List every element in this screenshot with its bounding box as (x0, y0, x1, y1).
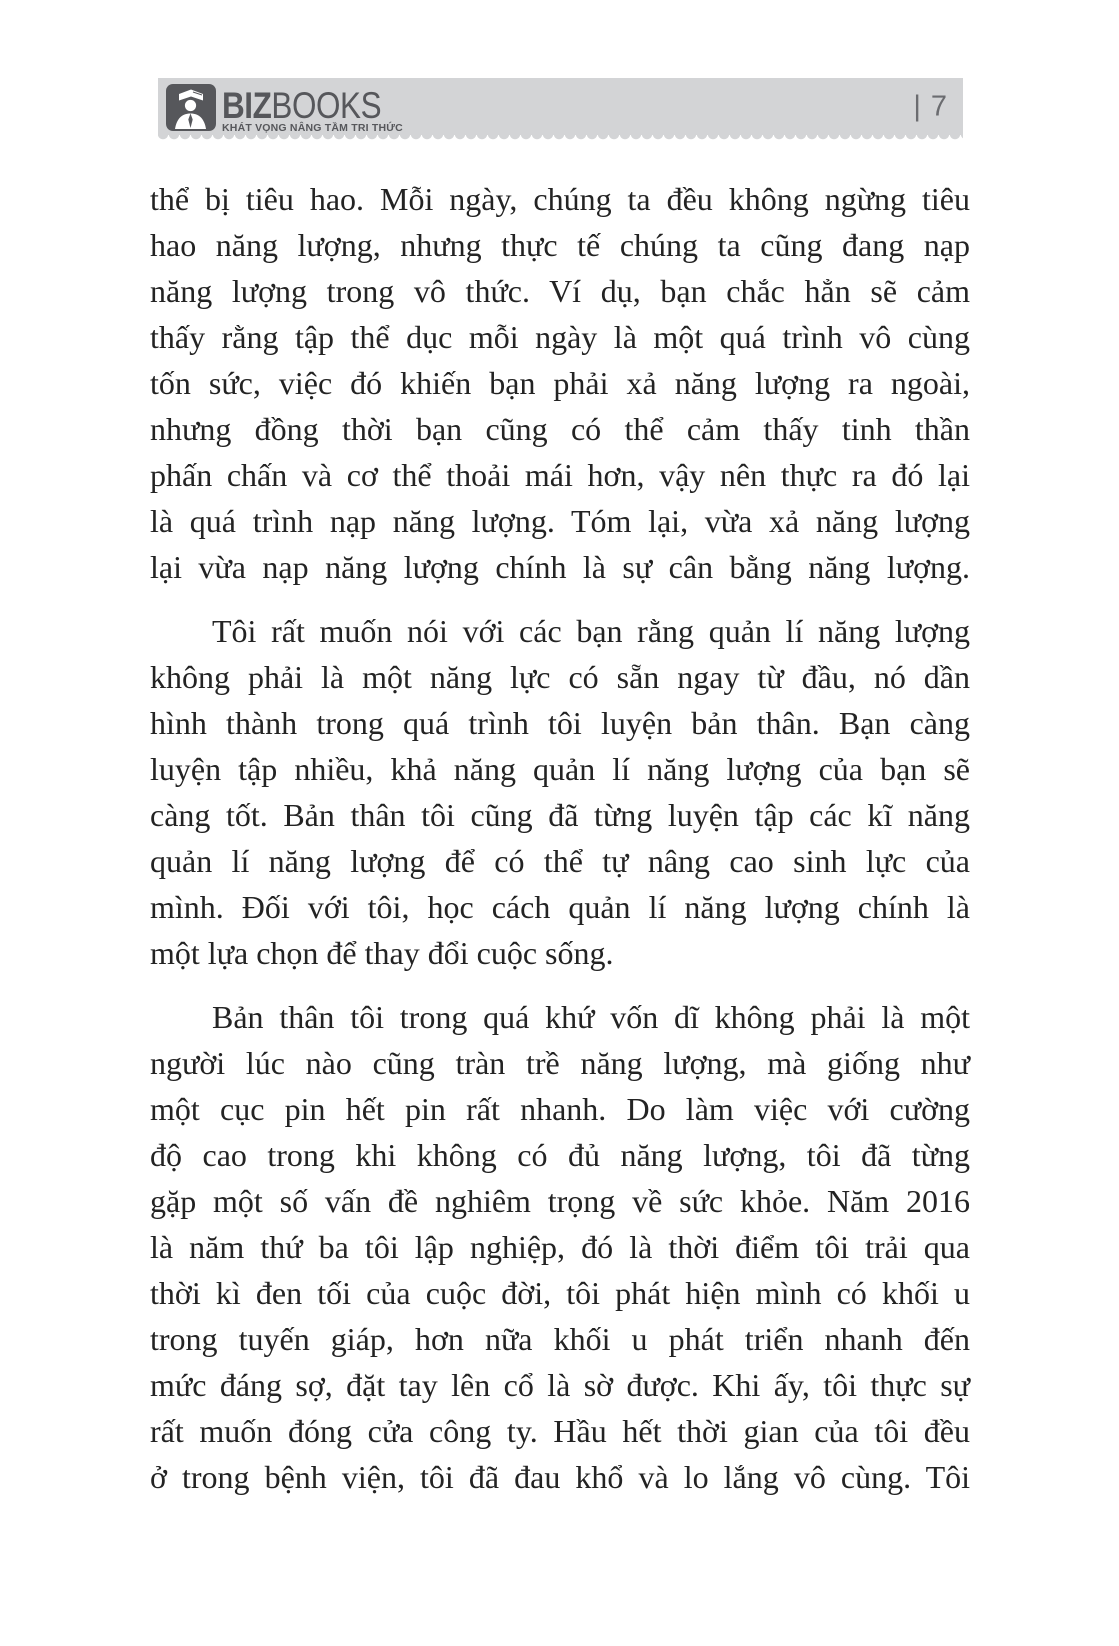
text-line: nhưng đồng thời bạn cũng có thể cảm thấy tinh thần (150, 411, 970, 447)
brand-books: BOOKS (271, 85, 382, 126)
text-line: một lựa chọn để thay đổi cuộc sống. (150, 935, 614, 971)
text-line: luyện tập nhiều, khả năng quản lí năng lượng của bạn sẽ (150, 751, 970, 787)
text-line: thời kì đen tối của cuộc đời, tôi phát hiện mình có khối u (150, 1275, 970, 1311)
text-line: là năm thứ ba tôi lập nghiệp, đó là thời điểm tôi trải qua (150, 1229, 970, 1265)
paragraph (150, 176, 970, 590)
brand-wordmark (222, 87, 381, 124)
text-line: Bản thân tôi trong quá khứ vốn dĩ không phải là một (212, 999, 970, 1035)
text-line: mức đáng sợ, đặt tay lên cổ là sờ được. Khi ấy, tôi thực sự (150, 1367, 970, 1403)
text-line: càng tốt. Bản thân tôi cũng đã từng luyện tập các kĩ năng (150, 797, 970, 833)
brand-biz: BIZ (222, 85, 272, 126)
text-line: thấy rằng tập thể dục mỗi ngày là một quá trình vô cùng (150, 319, 970, 355)
paragraph (150, 608, 970, 976)
text-line: ở trong bệnh viện, tôi đã đau khổ và lo lắng vô cùng. Tôi (150, 1459, 970, 1495)
text-line: trong tuyến giáp, hơn nữa khối u phát triển nhanh đến (150, 1321, 970, 1357)
bizbooks-reader-icon (166, 84, 216, 131)
text-line: năng lượng trong vô thức. Ví dụ, bạn chắc hẳn sẽ cảm (150, 273, 970, 309)
text-line: rất muốn đóng cửa công ty. Hầu hết thời gian của tôi đều (150, 1413, 970, 1449)
text-line: lại vừa nạp năng lượng chính là sự cân bằng năng lượng. (150, 549, 970, 585)
text-line: không phải là một năng lực có sẵn ngay từ đầu, nó dần (150, 659, 970, 695)
header-band (158, 78, 963, 135)
brand-tagline: KHÁT VỌNG NÂNG TẦM TRI THỨC (222, 122, 403, 134)
text-line: hình thành trong quá trình tôi luyện bản thân. Bạn càng (150, 705, 970, 741)
page-number (913, 90, 947, 123)
text-line: thể bị tiêu hao. Mỗi ngày, chúng ta đều không ngừng tiêu (150, 181, 970, 217)
page-number-value: 7 (930, 90, 947, 122)
text-line: là quá trình nạp năng lượng. Tóm lại, vừa xả năng lượng (150, 503, 970, 539)
text-line: gặp một số vấn đề nghiêm trọng về sức khỏe. Năm 2016 (150, 1183, 970, 1219)
text-line: tốn sức, việc đó khiến bạn phải xả năng lượng ra ngoài, (150, 365, 970, 401)
body-text (150, 176, 970, 1500)
text-line: độ cao trong khi không có đủ năng lượng, tôi đã từng (150, 1137, 970, 1173)
page-number-separator: | (913, 90, 921, 122)
paragraph (150, 994, 970, 1500)
text-line: quản lí năng lượng để có thể tự nâng cao sinh lực của (150, 843, 970, 879)
text-line: mình. Đối với tôi, học cách quản lí năng lượng chính là (150, 889, 970, 925)
text-line: hao năng lượng, nhưng thực tế chúng ta cũng đang nạp (150, 227, 970, 263)
text-line: người lúc nào cũng tràn trề năng lượng, mà giống như (150, 1045, 970, 1081)
text-line: một cục pin hết pin rất nhanh. Do làm việc với cường (150, 1091, 970, 1127)
text-line: phấn chấn và cơ thể thoải mái hơn, vậy nên thực ra đó lại (150, 457, 970, 493)
text-line: Tôi rất muốn nói với các bạn rằng quản lí năng lượng (212, 613, 970, 649)
